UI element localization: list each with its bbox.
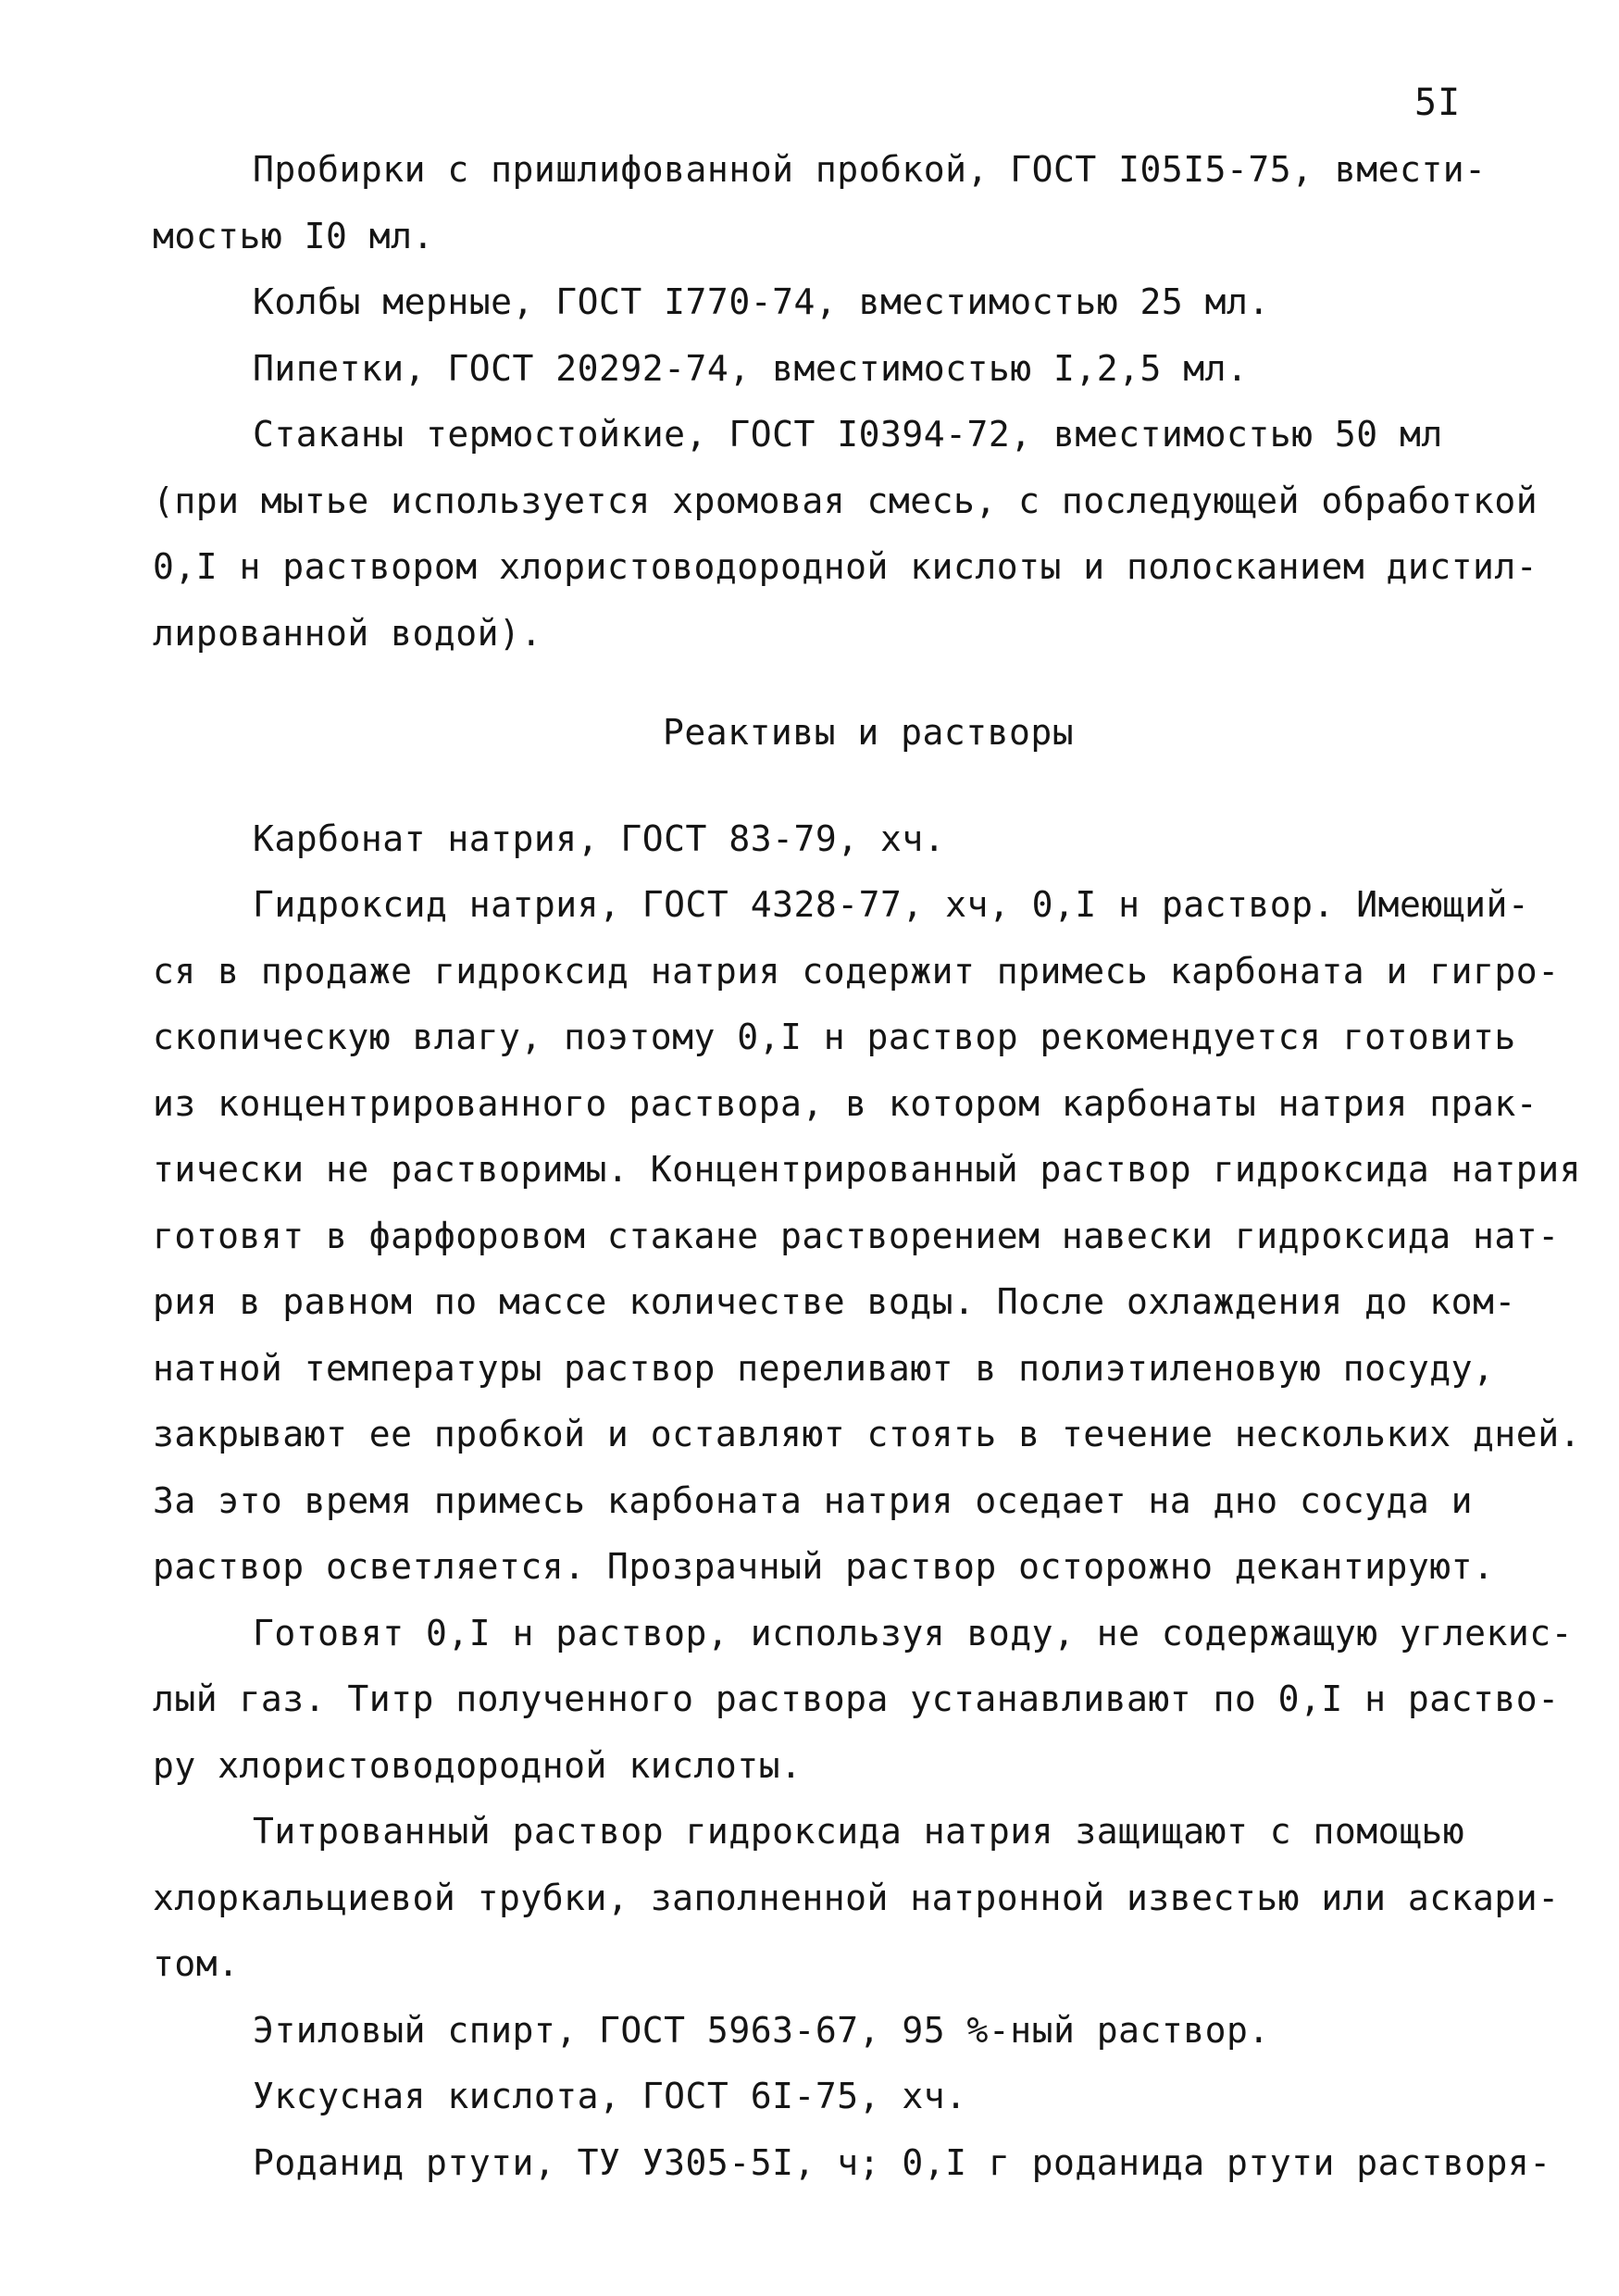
text-line: Пипетки, ГОСТ 20292-74, вместимостью I,2,5 мл. xyxy=(253,347,1249,389)
text-line: ру хлористоводородной кислоты. xyxy=(153,1744,803,1786)
text-line: скопическую влагу, поэтому 0,I н раствор рекомендуется готовить xyxy=(153,1017,1516,1057)
text-line: Титрованный раствор гидроксида натрия защищают с помощью xyxy=(253,1811,1465,1852)
text-line: рия в равном по массе количестве воды. После охлаждения до ком- xyxy=(153,1281,1516,1322)
text-line: хлоркальциевой трубки, заполненной натронной известью или аскари- xyxy=(153,1877,1560,1918)
text-line: Готовят 0,I н раствор, используя воду, не содержащую углекис- xyxy=(253,1612,1574,1653)
text-line: натной температуры раствор переливают в полиэтиленовую посуду, xyxy=(153,1347,1495,1389)
text-line: лированной водой). xyxy=(153,612,542,654)
text-line: закрывают ее пробкой и оставляют стоять в течение нескольких дней. xyxy=(153,1414,1581,1454)
page-number: 5I xyxy=(1414,81,1462,124)
text-line: готовят в фарфоровом стакане растворением навески гидроксида нат- xyxy=(153,1215,1560,1256)
text-line: Этиловый спирт, ГОСТ 5963-67, 95 %-ный раствор. xyxy=(253,2009,1270,2051)
text-line: (при мытье используется хромовая смесь, с последующей обработкой xyxy=(153,480,1538,521)
section-heading-block xyxy=(153,700,1504,767)
text-line: Колбы мерные, ГОСТ I770-74, вместимостью 25 мл. xyxy=(253,281,1270,322)
document-body xyxy=(153,137,1581,2196)
text-line: 0,I н раствором хлористоводородной кислоты и полосканием дистил- xyxy=(153,546,1538,587)
text-line: Уксусная кислота, ГОСТ 6I-75, хч. xyxy=(253,2076,967,2116)
text-line: ся в продаже гидроксид натрия содержит примесь карбоната и гигро- xyxy=(153,950,1560,992)
text-line: том. xyxy=(153,1943,240,1984)
text-line: лый газ. Титр полученного раствора устанавливают по 0,I н раство- xyxy=(153,1678,1560,1719)
text-line: Роданид ртути, ТУ У305-5I, ч; 0,I г роданида ртути растворя- xyxy=(253,2141,1551,2183)
text-line: тически не растворимы. Концентрированный раствор гидроксида натрия xyxy=(153,1149,1581,1190)
text-line: Пробирки с пришлифованной пробкой, ГОСТ I05I5-75, вмести- xyxy=(253,149,1487,190)
text-line: Карбонат натрия, ГОСТ 83-79, хч. xyxy=(253,817,946,859)
text-line: мостью I0 мл. xyxy=(153,215,434,256)
reagents-text xyxy=(153,806,1581,2197)
apparatus-list xyxy=(153,137,1538,667)
text-line: раствор осветляется. Прозрачный раствор осторожно декантируют. xyxy=(153,1546,1495,1587)
text-line: Гидроксид натрия, ГОСТ 4328-77, хч, 0,I н раствор. Имеющий- xyxy=(253,884,1530,925)
section-heading: Реактивы и растворы xyxy=(663,712,1075,753)
text-line: из концентрированного раствора, в котором карбонаты натрия прак- xyxy=(153,1082,1538,1124)
text-line: Стаканы термостойкие, ГОСТ I0394-72, вместимостью 50 мл xyxy=(253,414,1443,455)
spacer xyxy=(153,767,1504,806)
text-line: За это время примесь карбоната натрия оседает на дно сосуда и xyxy=(153,1479,1474,1521)
